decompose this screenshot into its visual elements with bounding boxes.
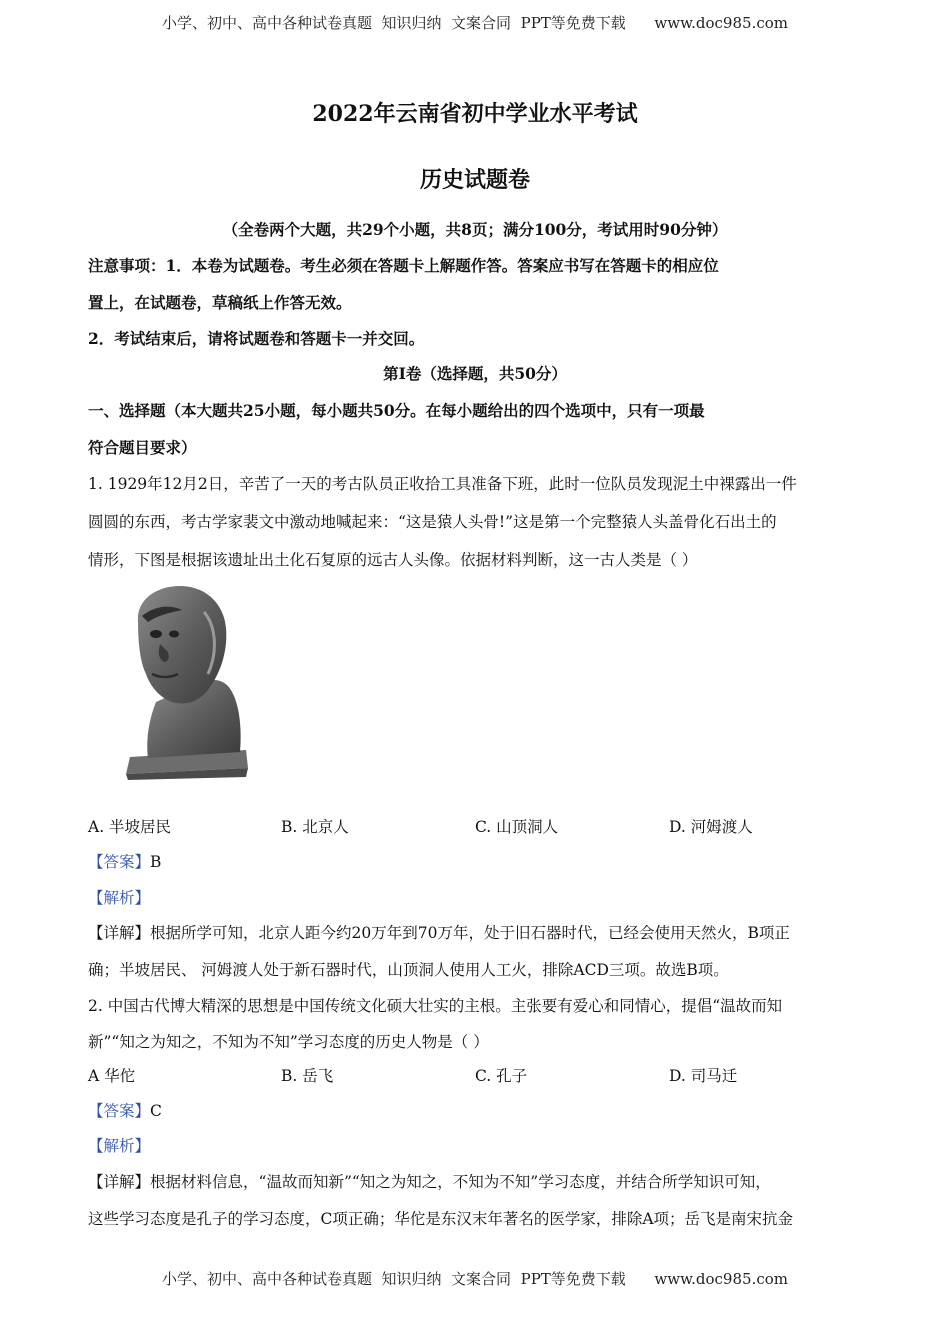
q2-answer (88, 1099, 868, 1121)
site-banner-bottom: 小学、初中、高中各种试卷真题 知识归纳 文案合同 PPT等免费下载 www.doc985.com (161, 1270, 788, 1288)
q2-stem-line-1: 2. 中国古代博大精深的思想是中国传统文化硕大壮实的主根。主张要有爱心和同情心，提倡“温故而知 (88, 997, 783, 1015)
exam-title: 2022年云南省初中学业水平考试 (312, 101, 638, 127)
answer-value: C (150, 1102, 162, 1120)
q1-option-b: B. 北京人 (281, 818, 349, 836)
q1-stem-line-1: 1. 1929年12月2日，辛苦了一天的考古队员正收拾工具准备下班，此时一位队员发现泥土中裸露出一件 (88, 475, 797, 493)
answer-tag: 【答案】 (88, 1102, 151, 1120)
q1-stem-line-3: 情形，下图是根据该遗址出土化石复原的远古人头像。依据材料判断，这一古人类是（ ） (88, 551, 698, 569)
q2-stem-line-2: 新”“知之为知之，不知为不知”学习态度的历史人物是（ ） (88, 1033, 489, 1051)
part-heading-line-2: 符合题目要求） (88, 438, 197, 457)
q2-detail-line-1 (88, 1170, 868, 1192)
exam-info: （全卷两个大题，共29个小题，共8页；满分100分，考试用时90分钟） (222, 220, 728, 239)
part-heading-line-1: 一、选择题（本大题共25小题，每小题共50分。在每小题给出的四个选项中，只有一项最 (88, 401, 705, 420)
notice-line-2: 置上，在试题卷，草稿纸上作答无效。 (88, 293, 352, 312)
q2-option-d: D. 司马迁 (669, 1067, 738, 1085)
answer-tag: 【答案】 (88, 853, 151, 871)
q1-option-c: C. 山顶洞人 (475, 818, 559, 836)
site-banner-top: 小学、初中、高中各种试卷真题 知识归纳 文案合同 PPT等免费下载 www.doc985.com (161, 14, 788, 32)
q2-option-a: A 华佗 (88, 1067, 136, 1085)
q1-detail-line-1 (88, 921, 868, 943)
q1-option-a: A. 半坡居民 (88, 818, 172, 836)
detail-tag: 【详解】 (88, 1173, 151, 1191)
exam-subtitle: 历史试题卷 (419, 167, 530, 193)
q2-detail-line-2: 这些学习态度是孔子的学习态度，C项正确；华佗是东汉末年著名的医学家，排除A项；岳飞是南宋抗金 (88, 1210, 794, 1228)
q2-analysis-tag: 【解析】 (88, 1137, 151, 1155)
q1-option-d: D. 河姆渡人 (669, 818, 753, 836)
q1-stem-line-2: 圆圆的东西，考古学家裴文中激动地喊起来：“这是猿人头骨!”这是第一个完整猿人头盖骨化石出土的 (88, 513, 777, 531)
q1-answer (88, 850, 868, 872)
detail-text: 根据材料信息，“温故而知新”“知之为知之，不知为不知”学习态度，并结合所学知识可知， (150, 1173, 771, 1191)
q2-option-c: C. 孔子 (475, 1067, 528, 1085)
peking-man-bust-image (108, 582, 250, 782)
notice-line-3: 2．考试结束后，请将试题卷和答题卡一并交回。 (88, 329, 425, 348)
q1-detail-line-2: 确；半坡居民、 河姆渡人处于新石器时代，山顶洞人使用人工火，排除ACD三项。故选B项。 (88, 961, 729, 979)
q1-analysis-tag: 【解析】 (88, 889, 151, 907)
q2-option-b: B. 岳飞 (281, 1067, 334, 1085)
detail-tag: 【详解】 (88, 924, 151, 942)
answer-value: B (150, 853, 162, 871)
detail-text: 根据所学可知，北京人距今约20万年到70万年，处于旧石器时代，已经会使用天然火，B项正 (150, 924, 790, 942)
notice-line-1: 注意事项：1．本卷为试题卷。考生必须在答题卡上解题作答。答案应书写在答题卡的相应位 (88, 256, 719, 275)
section-heading: 第Ⅰ卷（选择题，共50分） (383, 364, 567, 383)
